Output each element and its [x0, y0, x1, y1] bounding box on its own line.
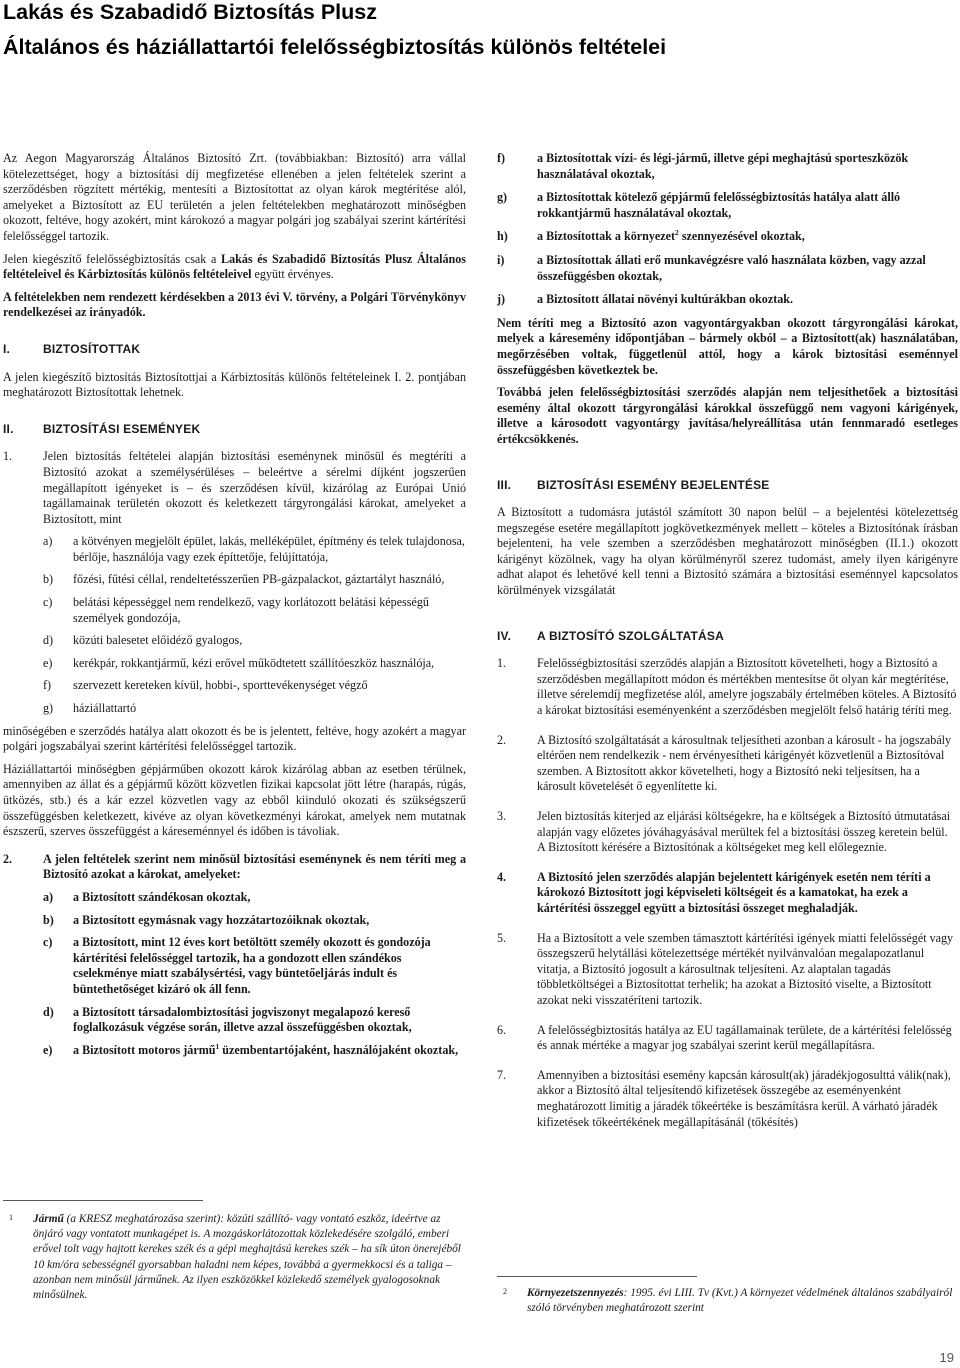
list-item-label: a): [43, 889, 54, 904]
list-item: [497, 253, 958, 284]
intro-paragraph: Az Aegon Magyarország Általános Biztosító Zrt. (továbbiakban: Biztosító) arra vállal kötelezettséget, hogy a biztosítási díj megfizetése ellenében a jelen feltételek szerint a szerződésben rögzített mértékig, mentesíti a Biztosítottat az olyan károk megtérítése alól, amelyeket a Biztosított az EU területén a jelen feltételekben meghatározott minőségben okozott, feltéve, hogy azokért, mint károkozó a magyar polgári jog szabályai szerint kártérítési felelősséggel tartozik.: [3, 151, 466, 243]
list-item-label: f): [43, 678, 52, 693]
service-point: [497, 733, 958, 795]
list-item-label: e): [43, 655, 53, 670]
list-item: [43, 534, 466, 565]
list-item-text: a Biztosított egymásnak vagy hozzátartozóiknak okoztak,: [73, 912, 370, 927]
list-item: [43, 1005, 466, 1036]
list-item-text: kerékpár, rokkantjármű, kézi erővel működtetett szállítóeszköz használója,: [73, 655, 435, 670]
page-number: 19: [939, 1350, 954, 1365]
list-item: [43, 913, 466, 929]
footnote-2: 2 Környezetszennyezés: 1995. évi LIII. Tv (Kvt.) A környezet védelmének általános szabályairól szóló törvényben meghatározott szerint: [503, 1287, 953, 1315]
notification-text: A Biztosított a tudomásra jutástól számított 30 napon belül – a bejelentési kötelezettség megszegése esetére megállapított jogkövetkezmények mellett – köteles a Biztosítónak írásban bejelenteni, ha vele szemben a szerződésben meghatározott minőségben (II.1.) okozott kárigényt közölnek, vagy ha olyan körülményről szerez tudomást, amely ilyen kárigényre adhat alapot és lehetővé kell tenni a Biztosító számára a biztosítási eseménnyel kapcsolatos körülmények vizsgálatát: [497, 505, 958, 598]
list-item-text: belátási képességgel nem rendelkező, vagy korlátozott belátási képességű személyek gondozója,: [73, 595, 429, 625]
service-point: [497, 1023, 958, 1054]
list-item-label: g): [43, 701, 54, 716]
section-heading-notification: III. BIZTOSÍTÁSI ESEMÉNY BEJELENTÉSE: [497, 477, 770, 492]
list-item-text: a Biztosítottak vízi- és légi-jármű, illetve gépi meghajtású sporteszközök használatával okoztak,: [537, 151, 909, 181]
list-item: [43, 572, 466, 588]
service-points-list: [497, 656, 958, 1130]
list-item-label: j): [497, 292, 506, 307]
event-point-2: 2. A jelen feltételek szerint nem minősül biztosítási eseménynek és nem téríti meg a Biztosító azokat a károkat, amelyeket:: [3, 851, 466, 882]
service-point-text: Amennyiben a biztosítási esemény kapcsán károsult(ak) járadékjogosulttá válik(nak), akkor a Biztosító által teljesítendő kifizetések összegébe az eseményenként meghatározott limitig a járadék tőkeértéke is beszámításra kerül. A várható járadék kifizetések tőkeértékének megállapításánál (tőkésítés): [537, 1067, 951, 1129]
list-item-text: a Biztosított, mint 12 éves kort betöltött személy okozott és gondozója kártérítési felelősséggel tartozik, ha a gondozott ellen szándékos cselekménye miatt szabálysértési, vagy büntetőeljárás indult és büntethetőséget kizáró ok áll fenn.: [73, 935, 431, 996]
exclusion-list-continued-2: [497, 253, 958, 308]
section-heading-service: IV. A BIZTOSÍTÓ SZOLGÁLTATÁSA: [497, 628, 724, 643]
service-point-text: A Biztosító szolgáltatását a károsultnak teljesítheti azonban a károsult - ha jogszabály eltérően nem rendelkezik - nem érvényesítheti kárigényét közvetlenül a Biztosítóval szemben. A Biztosított akkor követelheti, hogy a Biztosító neki teljesítsen, ha a károsult követelését ő egyenlítette ki.: [537, 732, 952, 794]
list-item: e) a Biztosított motoros jármű$^1$ üzembentartójaként, használójaként okoztak,: [43, 1041, 459, 1057]
list-item: [43, 678, 466, 694]
list-item: [43, 633, 466, 649]
service-point-text: A Biztosító jelen szerződés alapján bejelentett kárigények esetén nem téríti a károkozó Biztosított jogi képviseleti költségeit és a kamatokat, ha ezek a kártérítési összeggel együtt a biztosítási összeget meghaladják.: [537, 869, 931, 915]
governing-law-paragraph: A feltételekben nem rendezett kérdésekben a 2013 évi V. törvény, a Polgári Törvénykönyv rendelkezései az irányadók.: [3, 289, 466, 320]
list-item-text: a kötvényen megjelölt épület, lakás, melléképület, építmény és telek tulajdonosa, bérlője, használója vagy ezek építtetője, felújíttatója,: [73, 534, 465, 564]
list-item: [43, 701, 466, 717]
service-point-number: 7.: [497, 1067, 507, 1082]
service-point-number: 6.: [497, 1022, 507, 1037]
list-item-text: háziállattartó: [73, 701, 137, 716]
list-item-text: főzési, fűtési céllal, rendeltetésszerűen PB-gázpalackot, gáztartályt használó,: [73, 572, 445, 587]
service-point-text: A felelősségbiztosítás hatálya az EU tagállamainak területe, de a kártérítési felelősség és annak mértéke a magyar jog szabályai szerint kerül megállapításra.: [537, 1022, 952, 1053]
service-point-number: 1.: [497, 656, 507, 671]
exclusion-list-continued: [497, 151, 958, 221]
list-item-text: közúti balesetet előidéző gyalogos,: [73, 633, 243, 648]
exclusion-list: [3, 890, 466, 1036]
event-condition-text: minőségében e szerződés hatálya alatt okozott és be is jelentett, feltéve, hogy azokért a magyar polgári jogszabályai szerint kártérítési felelősséggel tartozik.: [3, 723, 466, 754]
list-item-label: g): [497, 190, 508, 205]
service-point: [497, 931, 958, 1009]
footnote-divider-right: [497, 1276, 697, 1277]
list-item: [43, 656, 466, 672]
footnote-divider-left: [3, 1200, 203, 1201]
list-item-text: a Biztosított állatai növényi kultúrákban okoztak.: [537, 292, 794, 307]
service-point-number: 3.: [497, 809, 507, 823]
service-point: [497, 809, 958, 856]
list-item-text: a Biztosítottak kötelező gépjármű felelősségbiztosítás hatálya alatt álló rokkantjármű használatával okoztak,: [537, 190, 901, 220]
list-item-label: d): [43, 1004, 54, 1019]
pet-owner-text: Háziállattartói minőségben gépjárműben okozott károk kizárólag abban az esetben térülnek, amennyiben az állat és a gépjármű között közvetlen fizikai kapcsolat jött létre (harapás, rúgás, ütközés, stb.) és a kár ezzel közvetlen vagy az ebből kiinduló okozati és szükségszerű összefüggésben keletkezett, kivéve az olyan következményi károkat, amelyek nem mutatnak észszerű, szerves összefüggést a káreseménnyel és időben is távoliak.: [3, 761, 466, 839]
left-column: [3, 151, 466, 1065]
list-item-text: a Biztosítottak állati erő munkavégzésre való használata közben, vagy azzal összefüggésben okoztak,: [537, 252, 926, 283]
section-heading-events: II. BIZTOSÍTÁSI ESEMÉNYEK: [3, 421, 201, 436]
service-point: [497, 1068, 958, 1130]
list-item: [43, 935, 466, 997]
list-item-label: c): [43, 595, 53, 610]
document-subtitle: Általános és háziállattartói felelősségbiztosítás különös feltételei: [3, 35, 667, 59]
list-item-text: szervezett kereteken kívül, hobbi-, sporttevékenységet végző: [73, 678, 368, 693]
list-item-label: d): [43, 633, 54, 648]
event-capacity-list: [3, 534, 466, 716]
list-item-text: a Biztosított szándékosan okoztak,: [73, 889, 251, 904]
validity-paragraph: Jelen kiegészítő felelősségbiztosítás csak a Lakás és Szabadidő Biztosítás Plusz Általános feltételeivel és Kárbiztosítás különös feltételeivel együtt érvényes.: [3, 251, 466, 282]
service-point-number: 2.: [497, 732, 507, 747]
footnote-1: 1 Jármű (a KRESZ meghatározása szerint): közúti szállító- vagy vontató eszköz, ideértve az önjáró vagy vontatott munkagépet is. A mozgáskorlátozottak közlekedésére szolgáló, emberi erővel tolt vagy hajtott kerekes szék és a gépi meghajtású kerekes szék – ha sík úton önerejéből 10 km/óra sebességnél gyorsabban haladni nem képes, továbbá a gyermekkocsi és a taliga – azonban nem minősül járműnek. Az ilyen eszközökkel közlekedő személyek gyalogosoknak minősülnek.: [9, 1213, 461, 1302]
insured-text: A jelen kiegészítő biztosítás Biztosítottjai a Kárbiztosítás különös feltételeinek I. 2. pontjában meghatározott Biztosítottak lehetnek.: [3, 369, 466, 400]
document-title: Lakás és Szabadidő Biztosítás Plusz: [3, 0, 377, 24]
right-column: [497, 151, 958, 1144]
exclusion-paragraph-2: Továbbá jelen felelősségbiztosítási szerződés alapján nem teljesíthetőek a biztosítási esemény által okozott tárgyrongálási károkkal összefüggő nem vagyoni kárigények, illetve a károsodott vagyontárgy javítása/helyreállítása után fennmaradó esetleges értékcsökkenés.: [497, 385, 958, 446]
list-item-label: c): [43, 935, 53, 950]
list-item-label: f): [497, 151, 506, 165]
section-heading-insured: I. BIZTOSÍTOTTAK: [3, 341, 141, 356]
list-item: h) a Biztosítottak a környezet$^2$ szennyezésével okoztak,: [497, 228, 805, 244]
service-point-number: 4.: [497, 869, 507, 884]
list-item: [497, 292, 958, 308]
service-point: [497, 656, 958, 718]
event-point-1: 1. Jelen biztosítás feltételei alapján biztosítási eseménynek minősül és megtéríti a Biztosító azokat a személysérüléses – beleértve a sérelmi díjként jogszerűen megállapított igényeket is – és szerződésen kívül, kizárólag az Európai Unió tagállamainak területén okozott és keletkezett tárgyrongálási károkat, amelyeket a Biztosított, mint: [3, 449, 466, 526]
list-item-text: a Biztosított társadalombiztosítási jogviszonyt megalapozó kereső foglalkozásuk végzése során, illetve azzal összefüggésben okoztak,: [73, 1004, 412, 1035]
service-point-text: Jelen biztosítás kiterjed az eljárási költségekre, ha e költségek a Biztosító útmutatásai alapján vagy előzetes jóváhagyásával merültek fel a biztosítási összeg keretein belül. A Biztosított kérésére a Biztosítónak a költségeket meg kell előlegeznie.: [537, 809, 951, 855]
service-point-text: Felelősségbiztosítási szerződés alapján a Biztosított követelheti, hogy a Biztosító a szerződésben megállapított módon és mértékben mentesítse őt olyan kár megtérítése, illetve sérelemdíj megfizetése alól, amelyre jogszabály értelmében köteles. A Biztosító a károkat biztosítási eseményenként a szerződésben megjelölt felső határig téríti meg.: [537, 656, 957, 718]
list-item: [497, 151, 958, 182]
exclusion-paragraph: Nem téríti meg a Biztosító azon vagyontárgyakban okozott tárgyrongálási károkat, melyek a káresemény időpontjában – bármely okból – a Biztosított(ak) használatában, megőrzésében voltak, függetlenül attól, hogy a károk biztosítási eseménnyel összefüggésben következtek be.: [497, 315, 958, 377]
list-item: [43, 890, 466, 906]
list-item-label: i): [497, 252, 505, 267]
list-item: [497, 190, 958, 221]
service-point-text: Ha a Biztosított a vele szemben támasztott kártérítési igények miatti felelősségét vagy összegszerű helytállási kötelezettsége mértékét nyilvánvalóan megalapozatlanul vitatja, a Biztosító jogosult a károsultnak teljesíteni. Az alaptalan tagadás többletköltségei a Biztosítottat terhelik; ha azokat a Biztosító viselte, a Biztosított azokat neki visszatéríteni tartozik.: [537, 930, 954, 1007]
list-item: [43, 595, 466, 626]
list-item-label: a): [43, 534, 53, 549]
list-item-label: b): [43, 572, 54, 587]
service-point-number: 5.: [497, 930, 507, 945]
list-item-label: b): [43, 912, 54, 927]
service-point: [497, 870, 958, 917]
